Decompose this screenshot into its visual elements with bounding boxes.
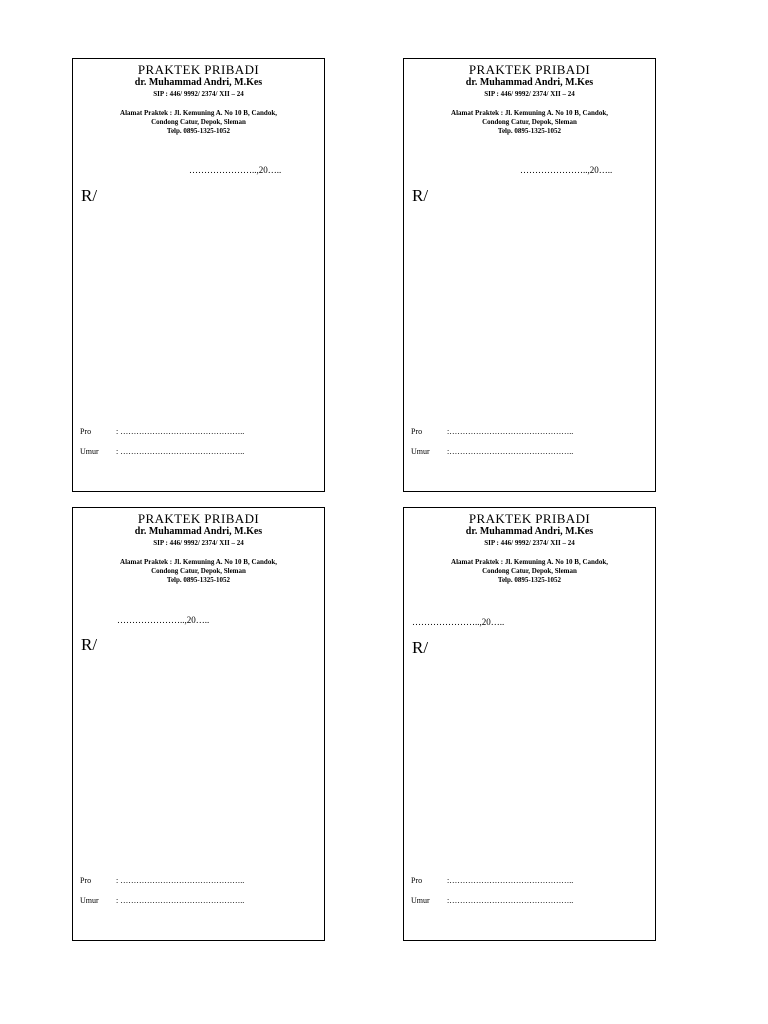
pro-value[interactable]: :………………………………………..: [447, 427, 574, 436]
pro-value[interactable]: : ………………………………………..: [116, 876, 245, 885]
practice-title: PRAKTEK PRIBADI: [468, 511, 591, 526]
practice-title: PRAKTEK PRIBADI: [137, 62, 260, 77]
practice-title: PRAKTEK PRIBADI: [137, 511, 260, 526]
date-field[interactable]: …………………..,20…..: [520, 165, 613, 175]
patient-age-field[interactable]: [411, 896, 573, 905]
patient-name-field[interactable]: [411, 427, 573, 436]
patient-name-field[interactable]: [411, 876, 573, 885]
rx-symbol: R/: [81, 186, 98, 205]
phone-number: Telp. 0895-1325-1052: [166, 127, 231, 135]
phone-number: Telp. 0895-1325-1052: [497, 127, 562, 135]
doctor-name: dr. Muhammad Andri, M.Kes: [465, 77, 594, 88]
pro-label: Pro: [80, 427, 92, 436]
prescription-card: [403, 507, 656, 941]
pro-label: Pro: [80, 876, 92, 885]
address-line: Condong Catur, Depok, Sleman: [151, 567, 246, 575]
pro-label: Pro: [411, 876, 423, 885]
umur-value[interactable]: : ………………………………………..: [116, 447, 245, 456]
practice-address: [408, 109, 651, 136]
prescription-card: [72, 58, 325, 492]
doctor-name: dr. Muhammad Andri, M.Kes: [134, 526, 263, 537]
address-line: Condong Catur, Depok, Sleman: [151, 118, 246, 126]
umur-label: Umur: [80, 447, 99, 456]
license-number: SIP : 446/ 9992/ 2374/ XII – 24: [153, 539, 244, 547]
phone-number: Telp. 0895-1325-1052: [166, 576, 231, 584]
address-line: Alamat Praktek : Jl. Kemuning A. No 10 B, Candok,: [120, 558, 277, 566]
practice-address: [77, 558, 320, 585]
practice-address: [408, 558, 651, 585]
address-line: Alamat Praktek : Jl. Kemuning A. No 10 B, Candok,: [120, 109, 277, 117]
prescription-card: [403, 58, 656, 492]
umur-value[interactable]: : ………………………………………..: [116, 896, 245, 905]
practice-address: [77, 109, 320, 136]
rx-symbol: R/: [81, 635, 98, 654]
doctor-name: dr. Muhammad Andri, M.Kes: [134, 77, 263, 88]
address-line: Alamat Praktek : Jl. Kemuning A. No 10 B, Candok,: [451, 558, 608, 566]
address-line: Condong Catur, Depok, Sleman: [482, 567, 577, 575]
umur-label: Umur: [411, 447, 430, 456]
umur-value[interactable]: :………………………………………..: [447, 447, 574, 456]
pro-value[interactable]: :………………………………………..: [447, 876, 574, 885]
patient-age-field[interactable]: [80, 447, 244, 456]
address-line: Alamat Praktek : Jl. Kemuning A. No 10 B, Candok,: [451, 109, 608, 117]
patient-age-field[interactable]: [80, 896, 244, 905]
patient-name-field[interactable]: [80, 427, 244, 436]
license-number: SIP : 446/ 9992/ 2374/ XII – 24: [484, 90, 575, 98]
license-number: SIP : 446/ 9992/ 2374/ XII – 24: [484, 539, 575, 547]
address-line: Condong Catur, Depok, Sleman: [482, 118, 577, 126]
prescription-card: [72, 507, 325, 941]
patient-name-field[interactable]: [80, 876, 244, 885]
pro-label: Pro: [411, 427, 423, 436]
umur-value[interactable]: :………………………………………..: [447, 896, 574, 905]
pro-value[interactable]: : ………………………………………..: [116, 427, 245, 436]
date-field[interactable]: …………………..,20…..: [189, 165, 282, 175]
umur-label: Umur: [80, 896, 99, 905]
doctor-name: dr. Muhammad Andri, M.Kes: [465, 526, 594, 537]
practice-title: PRAKTEK PRIBADI: [468, 62, 591, 77]
umur-label: Umur: [411, 896, 430, 905]
rx-symbol: R/: [412, 186, 429, 205]
phone-number: Telp. 0895-1325-1052: [497, 576, 562, 584]
rx-symbol: R/: [412, 638, 429, 657]
date-field[interactable]: …………………..,20…..: [117, 615, 210, 625]
patient-age-field[interactable]: [411, 447, 573, 456]
license-number: SIP : 446/ 9992/ 2374/ XII – 24: [153, 90, 244, 98]
date-field[interactable]: …………………..,20…..: [412, 617, 505, 627]
